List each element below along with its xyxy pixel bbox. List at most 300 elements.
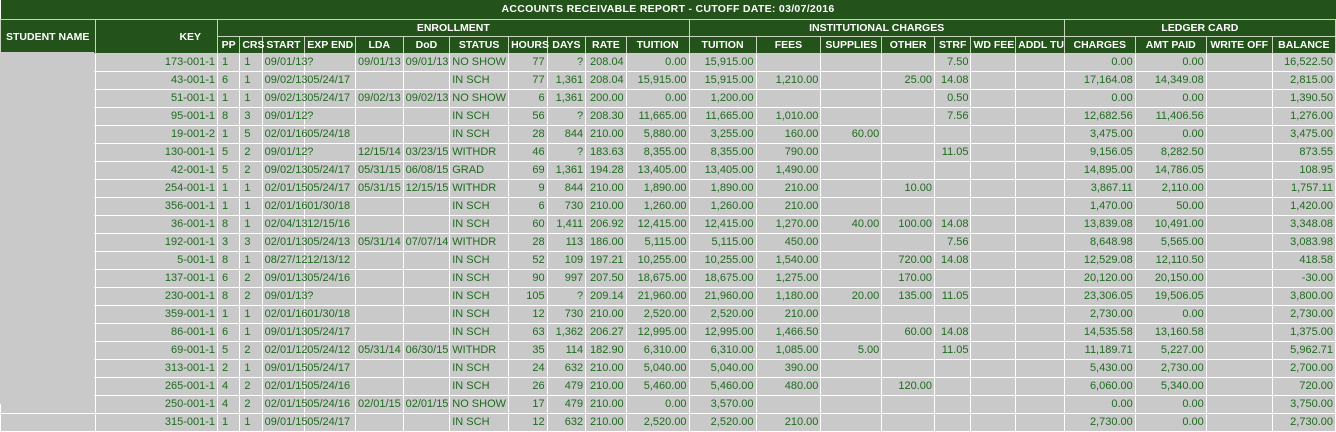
cell-charges: 20,120.00 <box>1064 270 1135 288</box>
cell-start: 09/01/15 <box>262 360 305 378</box>
cell-supplies <box>821 162 882 180</box>
cell-amt-paid: 0.00 <box>1135 306 1206 324</box>
cell-dod: 06/08/15 <box>403 162 450 180</box>
cell-crs: 1 <box>240 72 262 90</box>
cell-fees <box>756 396 821 414</box>
cell-exp-end: 05/24/12 <box>305 342 356 360</box>
cell-charges: 6,060.00 <box>1064 378 1135 396</box>
cell-rate: 186.00 <box>586 234 627 252</box>
cell-tuition-i: 6,310.00 <box>689 342 756 360</box>
table-row <box>1 54 1336 72</box>
cell-fees: 450.00 <box>756 234 821 252</box>
cell-strf: 14.08 <box>934 216 971 234</box>
cell-pp: 6 <box>218 72 240 90</box>
cell-tuition-e: 0.00 <box>626 396 689 414</box>
cell-crs: 1 <box>240 90 262 108</box>
cell-start: 02/01/16 <box>262 126 305 144</box>
cell-write-off <box>1206 162 1272 180</box>
cell-key: 254-001-1 <box>96 180 218 198</box>
cell-fees: 790.00 <box>756 144 821 162</box>
cell-strf: 7.56 <box>934 234 971 252</box>
cell-days: ? <box>547 54 586 72</box>
column-header: BALANCE <box>1272 37 1335 54</box>
cell-charges: 9,156.05 <box>1064 144 1135 162</box>
cell-lda: 05/31/15 <box>355 180 403 198</box>
cell-exp-end: ? <box>305 108 356 126</box>
cell-crs: 2 <box>240 162 262 180</box>
column-header: WRITE OFF <box>1206 37 1272 54</box>
cell-rate: 208.04 <box>586 54 627 72</box>
cell-status: IN SCH <box>450 108 509 126</box>
cell-tuition-i: 5,040.00 <box>689 360 756 378</box>
table-row <box>1 144 1336 162</box>
cell-key: 51-001-1 <box>96 90 218 108</box>
cell-balance: 5,962.71 <box>1272 342 1335 360</box>
cell-exp-end: 12/15/16 <box>305 216 356 234</box>
cell-days: 730 <box>547 198 586 216</box>
column-header: TUITION <box>626 37 689 54</box>
cell-exp-end: 05/24/17 <box>305 90 356 108</box>
cell-exp-end: ? <box>305 54 356 72</box>
cell-other <box>882 198 935 216</box>
cell-rate: 210.00 <box>586 198 627 216</box>
cell-status: NO SHOW <box>450 90 509 108</box>
cell-key: 192-001-1 <box>96 234 218 252</box>
table-row <box>1 252 1336 270</box>
cell-fees: 1,210.00 <box>756 72 821 90</box>
cell-start: 02/01/16 <box>262 306 305 324</box>
column-header: FEES <box>756 37 821 54</box>
cell-balance: 3,083.98 <box>1272 234 1335 252</box>
cell-exp-end: 05/24/17 <box>305 180 356 198</box>
cell-balance: 1,375.00 <box>1272 324 1335 342</box>
cell-charges: 14,535.58 <box>1064 324 1135 342</box>
cell-other <box>882 126 935 144</box>
cell-tuition-e: 2,520.00 <box>626 306 689 324</box>
cell-key: 36-001-1 <box>96 216 218 234</box>
cell-status: WITHDR <box>450 234 509 252</box>
cell-write-off <box>1206 198 1272 216</box>
column-header: TUITION <box>689 37 756 54</box>
cell-lda <box>355 306 403 324</box>
cell-wd-fee <box>971 144 1016 162</box>
cell-fees: 1,085.00 <box>756 342 821 360</box>
cell-crs: 1 <box>240 216 262 234</box>
cell-fees: 210.00 <box>756 180 821 198</box>
cell-days: 114 <box>547 342 586 360</box>
cell-supplies: 5.00 <box>821 342 882 360</box>
cell-hours: 28 <box>509 126 548 144</box>
cell-tuition-i: 2,520.00 <box>689 306 756 324</box>
cell-wd-fee <box>971 126 1016 144</box>
cell-addl-tu <box>1016 54 1065 72</box>
cell-amt-paid: 0.00 <box>1135 54 1206 72</box>
cell-other: 120.00 <box>882 378 935 396</box>
cell-amt-paid: 0.00 <box>1135 396 1206 414</box>
cell-balance: 16,522.50 <box>1272 54 1335 72</box>
cell-key: 313-001-1 <box>96 360 218 378</box>
cell-start: 09/01/13 <box>262 324 305 342</box>
cell-strf: 11.05 <box>934 342 971 360</box>
cell-wd-fee <box>971 162 1016 180</box>
cell-lda <box>355 252 403 270</box>
cell-pp: 8 <box>218 108 240 126</box>
cell-key: 315-001-1 <box>96 414 218 432</box>
cell-fees: 1,270.00 <box>756 216 821 234</box>
cell-hours: 12 <box>509 414 548 432</box>
cell-strf <box>934 270 971 288</box>
cell-amt-paid: 0.00 <box>1135 90 1206 108</box>
cell-addl-tu <box>1016 144 1065 162</box>
cell-exp-end: ? <box>305 288 356 306</box>
cell-start: 02/01/12 <box>262 342 305 360</box>
cell-crs: 1 <box>240 198 262 216</box>
cell-other <box>882 108 935 126</box>
cell-amt-paid: 50.00 <box>1135 198 1206 216</box>
cell-addl-tu <box>1016 252 1065 270</box>
cell-other: 170.00 <box>882 270 935 288</box>
cell-supplies <box>821 360 882 378</box>
cell-exp-end: 01/30/18 <box>305 306 356 324</box>
cell-fees: 480.00 <box>756 378 821 396</box>
table-row <box>1 126 1336 144</box>
cell-wd-fee <box>971 198 1016 216</box>
cell-fees: 160.00 <box>756 126 821 144</box>
cell-pp: 6 <box>218 270 240 288</box>
cell-tuition-e: 13,405.00 <box>626 162 689 180</box>
header-student-name: STUDENT NAME <box>1 20 96 54</box>
cell-tuition-i: 2,520.00 <box>689 414 756 432</box>
cell-tuition-e: 15,915.00 <box>626 72 689 90</box>
cell-write-off <box>1206 180 1272 198</box>
cell-crs: 2 <box>240 270 262 288</box>
cell-strf <box>934 162 971 180</box>
cell-dod <box>403 288 450 306</box>
cell-hours: 12 <box>509 306 548 324</box>
column-header: EXP END <box>305 37 356 54</box>
cell-crs: 5 <box>240 126 262 144</box>
cell-hours: 60 <box>509 216 548 234</box>
cell-rate: 210.00 <box>586 360 627 378</box>
header-enrollment: ENROLLMENT <box>218 20 690 37</box>
cell-status: WITHDR <box>450 180 509 198</box>
cell-dod: 12/15/15 <box>403 180 450 198</box>
cell-status: IN SCH <box>450 72 509 90</box>
cell-balance: 2,730.00 <box>1272 414 1335 432</box>
cell-addl-tu <box>1016 198 1065 216</box>
cell-key: 86-001-1 <box>96 324 218 342</box>
cell-wd-fee <box>971 216 1016 234</box>
cell-days: ? <box>547 144 586 162</box>
cell-tuition-i: 12,415.00 <box>689 216 756 234</box>
cell-dod <box>403 126 450 144</box>
cell-lda <box>355 108 403 126</box>
cell-addl-tu <box>1016 396 1065 414</box>
cell-wd-fee <box>971 378 1016 396</box>
cell-supplies <box>821 414 882 432</box>
cell-pp: 2 <box>218 360 240 378</box>
cell-charges: 0.00 <box>1064 90 1135 108</box>
cell-tuition-e: 12,415.00 <box>626 216 689 234</box>
cell-wd-fee <box>971 342 1016 360</box>
cell-key: 42-001-1 <box>96 162 218 180</box>
cell-write-off <box>1206 324 1272 342</box>
cell-write-off <box>1206 342 1272 360</box>
table-row <box>1 324 1336 342</box>
cell-tuition-i: 15,915.00 <box>689 72 756 90</box>
cell-amt-paid: 14,786.05 <box>1135 162 1206 180</box>
cell-tuition-i: 1,200.00 <box>689 90 756 108</box>
cell-write-off <box>1206 72 1272 90</box>
cell-status: IN SCH <box>450 270 509 288</box>
cell-amt-paid: 19,506.05 <box>1135 288 1206 306</box>
cell-balance: 418.58 <box>1272 252 1335 270</box>
cell-addl-tu <box>1016 378 1065 396</box>
cell-supplies <box>821 396 882 414</box>
column-header: STATUS <box>450 37 509 54</box>
cell-hours: 90 <box>509 270 548 288</box>
cell-key: 5-001-1 <box>96 252 218 270</box>
header-key: KEY <box>96 20 218 54</box>
cell-exp-end: 12/13/12 <box>305 252 356 270</box>
cell-rate: 194.28 <box>586 162 627 180</box>
cell-rate: 200.00 <box>586 90 627 108</box>
cell-tuition-e: 11,665.00 <box>626 108 689 126</box>
cell-wd-fee <box>971 180 1016 198</box>
column-header: DAYS <box>547 37 586 54</box>
cell-other: 135.00 <box>882 288 935 306</box>
cell-status: IN SCH <box>450 414 509 432</box>
cell-tuition-e: 5,880.00 <box>626 126 689 144</box>
cell-balance: 2,815.00 <box>1272 72 1335 90</box>
cell-balance: 2,730.00 <box>1272 306 1335 324</box>
cell-lda <box>355 378 403 396</box>
cell-key: 230-001-1 <box>96 288 218 306</box>
table-row <box>1 360 1336 378</box>
cell-amt-paid: 14,349.08 <box>1135 72 1206 90</box>
cell-crs: 2 <box>240 144 262 162</box>
cell-days: 730 <box>547 306 586 324</box>
cell-crs: 1 <box>240 414 262 432</box>
column-header: RATE <box>586 37 627 54</box>
column-header: AMT PAID <box>1135 37 1206 54</box>
cell-hours: 9 <box>509 180 548 198</box>
cell-balance: 720.00 <box>1272 378 1335 396</box>
cell-write-off <box>1206 90 1272 108</box>
cell-tuition-i: 12,995.00 <box>689 324 756 342</box>
cell-dod <box>403 252 450 270</box>
table-row <box>1 234 1336 252</box>
cell-fees: 1,490.00 <box>756 162 821 180</box>
cell-supplies <box>821 234 882 252</box>
cell-rate: 210.00 <box>586 180 627 198</box>
cell-pp: 1 <box>218 414 240 432</box>
cell-charges: 3,475.00 <box>1064 126 1135 144</box>
cell-wd-fee <box>971 252 1016 270</box>
cell-tuition-e: 12,995.00 <box>626 324 689 342</box>
cell-exp-end: 05/24/17 <box>305 360 356 378</box>
cell-fees: 1,540.00 <box>756 252 821 270</box>
cell-dod <box>403 72 450 90</box>
table-row <box>1 396 1336 414</box>
cell-fees <box>756 54 821 72</box>
table-row <box>1 162 1336 180</box>
cell-supplies <box>821 306 882 324</box>
cell-exp-end: 05/24/16 <box>305 270 356 288</box>
cell-dod <box>403 414 450 432</box>
cell-amt-paid: 5,565.00 <box>1135 234 1206 252</box>
cell-status: GRAD <box>450 162 509 180</box>
cell-pp: 5 <box>218 144 240 162</box>
cell-start: 02/01/15 <box>262 378 305 396</box>
cell-addl-tu <box>1016 324 1065 342</box>
cell-wd-fee <box>971 414 1016 432</box>
cell-lda <box>355 414 403 432</box>
cell-hours: 105 <box>509 288 548 306</box>
table-row <box>1 72 1336 90</box>
cell-key: 69-001-1 <box>96 342 218 360</box>
cell-status: IN SCH <box>450 324 509 342</box>
cell-key: 130-001-1 <box>96 144 218 162</box>
cell-supplies: 60.00 <box>821 126 882 144</box>
cell-supplies <box>821 378 882 396</box>
cell-days: 1,361 <box>547 162 586 180</box>
cell-days: ? <box>547 288 586 306</box>
cell-balance: 873.55 <box>1272 144 1335 162</box>
cell-addl-tu <box>1016 270 1065 288</box>
cell-write-off <box>1206 306 1272 324</box>
cell-hours: 35 <box>509 342 548 360</box>
cell-crs: 2 <box>240 288 262 306</box>
cell-balance: 3,348.08 <box>1272 216 1335 234</box>
cell-exp-end: 05/24/17 <box>305 324 356 342</box>
cell-exp-end: 05/24/16 <box>305 396 356 414</box>
cell-strf: 14.08 <box>934 72 971 90</box>
table-row <box>1 216 1336 234</box>
cell-key: 356-001-1 <box>96 198 218 216</box>
cell-other: 10.00 <box>882 180 935 198</box>
cell-tuition-e: 1,890.00 <box>626 180 689 198</box>
cell-other <box>882 342 935 360</box>
cell-pp: 3 <box>218 234 240 252</box>
cell-tuition-i: 18,675.00 <box>689 270 756 288</box>
cell-charges: 23,306.05 <box>1064 288 1135 306</box>
column-header: START <box>262 37 305 54</box>
column-header: CRS <box>240 37 262 54</box>
column-header: STRF <box>934 37 971 54</box>
cell-hours: 63 <box>509 324 548 342</box>
cell-write-off <box>1206 270 1272 288</box>
cell-pp: 5 <box>218 342 240 360</box>
cell-rate: 208.04 <box>586 72 627 90</box>
cell-supplies <box>821 144 882 162</box>
cell-write-off <box>1206 144 1272 162</box>
cell-amt-paid: 5,340.00 <box>1135 378 1206 396</box>
cell-rate: 210.00 <box>586 306 627 324</box>
cell-lda: 05/31/14 <box>355 234 403 252</box>
cell-lda <box>355 216 403 234</box>
cell-wd-fee <box>971 234 1016 252</box>
cell-tuition-e: 5,460.00 <box>626 378 689 396</box>
cell-amt-paid: 11,406.56 <box>1135 108 1206 126</box>
table-row <box>1 270 1336 288</box>
cell-days: 844 <box>547 126 586 144</box>
cell-balance: 2,700.00 <box>1272 360 1335 378</box>
cell-charges: 1,470.00 <box>1064 198 1135 216</box>
cell-rate: 210.00 <box>586 396 627 414</box>
table-row <box>1 306 1336 324</box>
cell-hours: 6 <box>509 90 548 108</box>
cell-fees: 210.00 <box>756 198 821 216</box>
cell-dod: 09/02/13 <box>403 90 450 108</box>
cell-key: 43-001-1 <box>96 72 218 90</box>
cell-charges: 12,529.08 <box>1064 252 1135 270</box>
cell-tuition-i: 3,255.00 <box>689 126 756 144</box>
cell-fees: 1,180.00 <box>756 288 821 306</box>
cell-crs: 1 <box>240 54 262 72</box>
cell-key: 265-001-1 <box>96 378 218 396</box>
cell-balance: 1,390.50 <box>1272 90 1335 108</box>
cell-pp: 1 <box>218 306 240 324</box>
cell-balance: 1,757.11 <box>1272 180 1335 198</box>
cell-wd-fee <box>971 54 1016 72</box>
cell-status: IN SCH <box>450 252 509 270</box>
cell-fees: 210.00 <box>756 414 821 432</box>
cell-charges: 5,430.00 <box>1064 360 1135 378</box>
cell-addl-tu <box>1016 414 1065 432</box>
cell-addl-tu <box>1016 162 1065 180</box>
cell-balance: 1,420.00 <box>1272 198 1335 216</box>
cell-dod: 02/01/15 <box>403 396 450 414</box>
table-row <box>1 180 1336 198</box>
cell-dod <box>403 324 450 342</box>
cell-start: 09/01/13 <box>262 54 305 72</box>
cell-hours: 24 <box>509 360 548 378</box>
cell-hours: 26 <box>509 378 548 396</box>
cell-amt-paid: 2,110.00 <box>1135 180 1206 198</box>
cell-days: 479 <box>547 378 586 396</box>
cell-lda: 12/15/14 <box>355 144 403 162</box>
cell-start: 09/02/13 <box>262 90 305 108</box>
cell-crs: 2 <box>240 342 262 360</box>
cell-rate: 206.92 <box>586 216 627 234</box>
cell-status: WITHDR <box>450 342 509 360</box>
cell-balance: -30.00 <box>1272 270 1335 288</box>
cell-balance: 3,475.00 <box>1272 126 1335 144</box>
cell-rate: 206.27 <box>586 324 627 342</box>
cell-write-off <box>1206 234 1272 252</box>
cell-key: 173-001-1 <box>96 54 218 72</box>
cell-dod: 07/07/14 <box>403 234 450 252</box>
cell-tuition-e: 5,040.00 <box>626 360 689 378</box>
cell-days: 1,362 <box>547 324 586 342</box>
cell-rate: 209.14 <box>586 288 627 306</box>
cell-wd-fee <box>971 270 1016 288</box>
cell-start: 09/01/13 <box>262 288 305 306</box>
cell-wd-fee <box>971 360 1016 378</box>
cell-tuition-e: 21,960.00 <box>626 288 689 306</box>
cell-exp-end: 05/24/17 <box>305 162 356 180</box>
cell-charges: 17,164.08 <box>1064 72 1135 90</box>
cell-status: IN SCH <box>450 288 509 306</box>
cell-amt-paid: 0.00 <box>1135 414 1206 432</box>
cell-fees: 1,466.50 <box>756 324 821 342</box>
cell-charges: 3,867.11 <box>1064 180 1135 198</box>
cell-balance: 108.95 <box>1272 162 1335 180</box>
cell-exp-end: 05/24/13 <box>305 234 356 252</box>
cell-dod: 03/23/15 <box>403 144 450 162</box>
cell-days: 479 <box>547 396 586 414</box>
